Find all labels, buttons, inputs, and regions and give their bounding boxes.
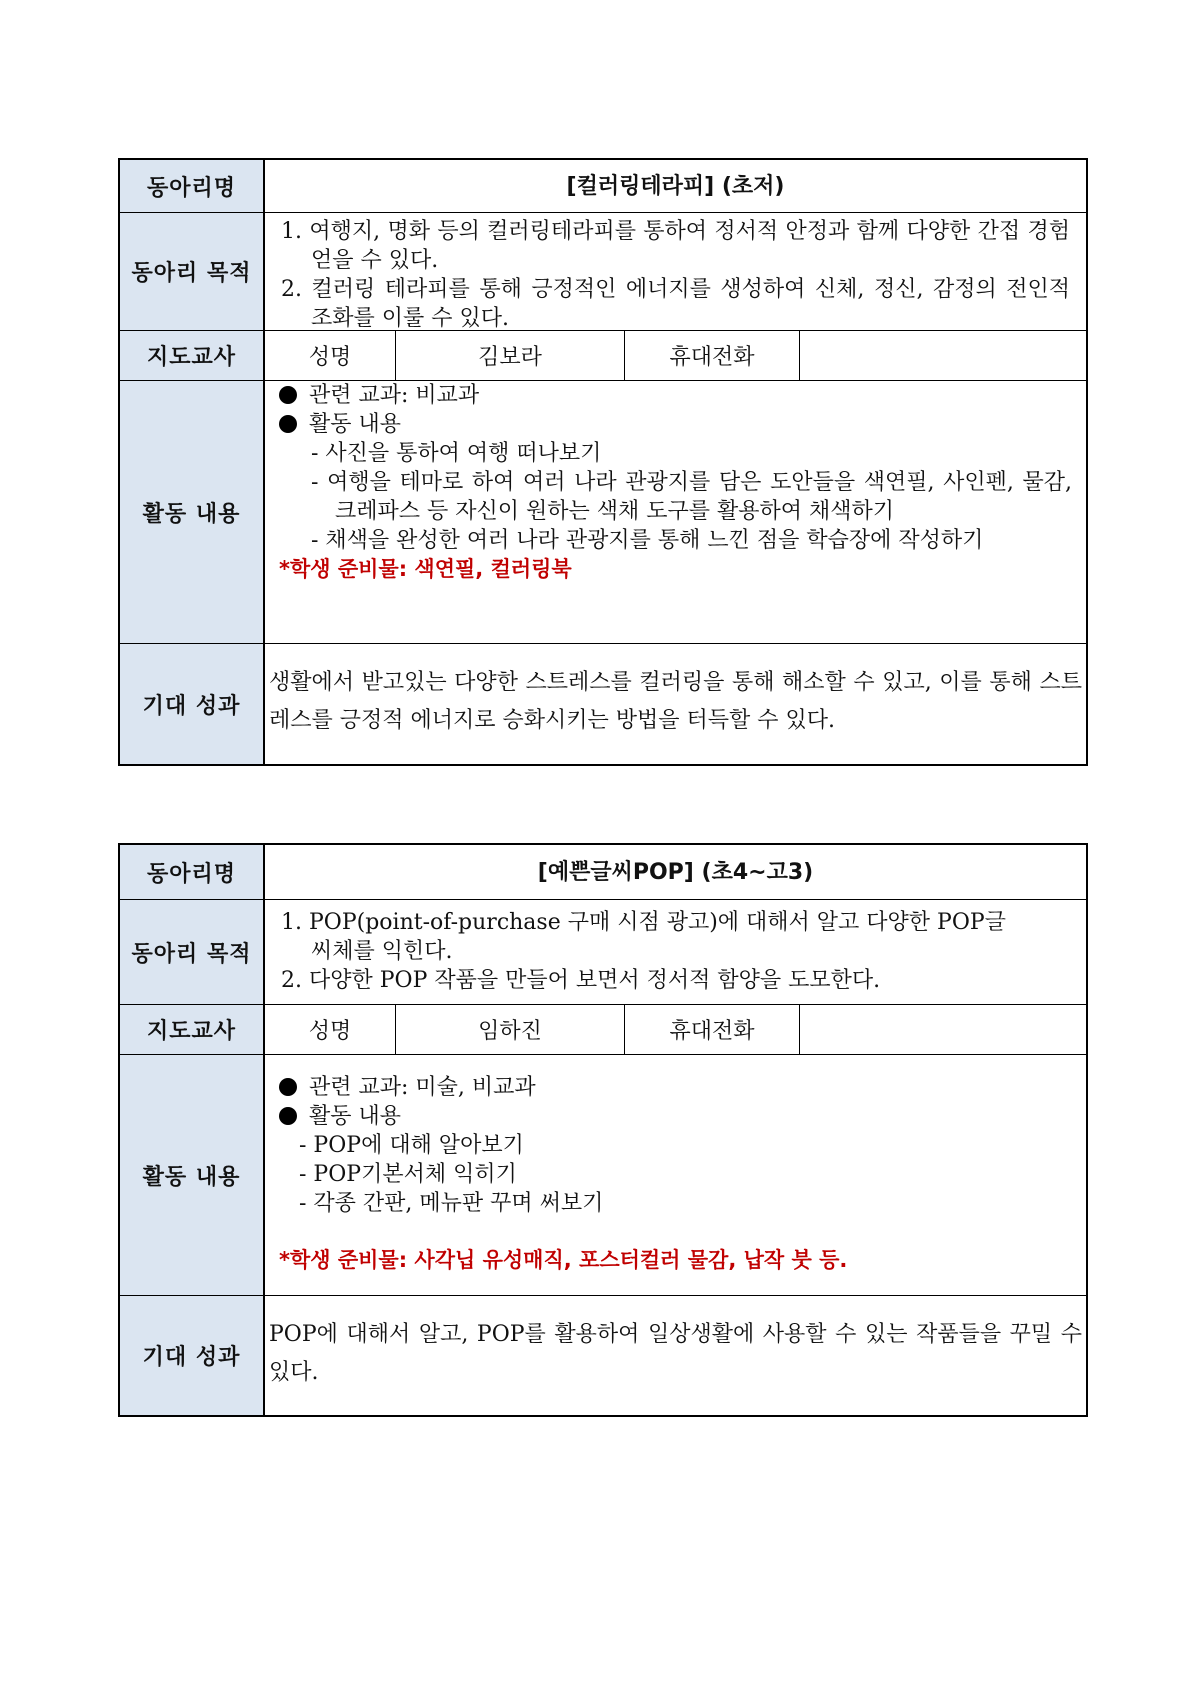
outcome-label: 기대 성과 <box>120 1296 265 1415</box>
teacher-phone-label: 휴대전화 <box>625 1005 800 1054</box>
club-name-value: [예쁜글씨POP] (초4~고3) <box>537 859 814 885</box>
outcome-text: 생활에서 받고있는 다양한 스트레스를 컬러링을 통해 해소할 수 있고, 이를 통해 스트레스를 긍정적 에너지로 승화시키는 방법을 터득할 수 있다. <box>269 670 1082 733</box>
prep-note: *학생 준비물: 사각닙 유성매직, 포스터컬러 물감, 납작 붓 등. <box>279 1248 848 1272</box>
teacher-name-label: 성명 <box>265 331 396 380</box>
activity-row <box>120 1054 1086 1295</box>
activity-label: 활동 내용 <box>120 1055 265 1295</box>
teacher-name: 김보라 <box>396 331 625 380</box>
club-purpose-label: 동아리 목적 <box>120 900 265 1004</box>
activity-item: - POP에 대해 알아보기 <box>299 1133 524 1158</box>
bullet-icon <box>279 1078 297 1096</box>
outcome-text: POP에 대해서 알고, POP를 활용하여 일상생활에 사용할 수 있는 작품들을 꾸밀 수 있다. <box>269 1322 1082 1385</box>
prep-note: *학생 준비물: 색연필, 컬러링북 <box>279 557 572 581</box>
club-name-row <box>120 845 1086 899</box>
teacher-name-label: 성명 <box>265 1005 396 1054</box>
outcome-row <box>120 643 1086 764</box>
club-purpose-list <box>265 900 1086 1004</box>
activity-content <box>265 381 1086 643</box>
teacher-row <box>120 330 1086 380</box>
club-name-label: 동아리명 <box>120 160 265 212</box>
club-purpose-row <box>120 899 1086 1004</box>
activity-item: - 사진을 통하여 여행 떠나보기 <box>311 441 602 466</box>
club-purpose-row <box>120 212 1086 330</box>
activity-label: 활동 내용 <box>120 381 265 643</box>
club-name-label: 동아리명 <box>120 845 265 899</box>
teacher-cells <box>265 1005 1086 1054</box>
teacher-row <box>120 1004 1086 1054</box>
club-table-2 <box>118 843 1088 1417</box>
teacher-phone <box>800 331 1086 380</box>
activity-content <box>265 1055 1086 1295</box>
outcome-label: 기대 성과 <box>120 644 265 764</box>
purpose-item: 1. 여행지, 명화 등의 컬러링테라피를 통하여 정서적 안정과 함께 다양한 간접 경험 얻을 수 있다. <box>281 219 1070 273</box>
activity-subject: 관련 교과: 비교과 <box>279 381 1072 410</box>
teacher-phone-label: 휴대전화 <box>625 331 800 380</box>
bullet-icon <box>279 386 297 404</box>
activity-row <box>120 380 1086 643</box>
activity-item: - 각종 간판, 메뉴판 꾸며 써보기 <box>299 1191 604 1216</box>
club-name-row <box>120 160 1086 212</box>
bullet-icon <box>279 415 297 433</box>
teacher-label: 지도교사 <box>120 1005 265 1054</box>
teacher-name: 임하진 <box>396 1005 625 1054</box>
activity-item: - 채색을 완성한 여러 나라 관광지를 통해 느낀 점을 학습장에 작성하기 <box>311 528 984 553</box>
purpose-item: 2. 다양한 POP 작품을 만들어 보면서 정서적 함양을 도모한다. <box>281 968 881 993</box>
bullet-icon <box>279 1107 297 1125</box>
activity-item: - POP기본서체 익히기 <box>299 1162 517 1187</box>
activity-content-heading: 활동 내용 <box>279 410 1072 439</box>
activity-subject: 관련 교과: 미술, 비교과 <box>279 1073 1072 1102</box>
teacher-cells <box>265 331 1086 380</box>
activity-content-heading: 활동 내용 <box>279 1102 1072 1131</box>
teacher-phone <box>800 1005 1086 1054</box>
club-purpose-label: 동아리 목적 <box>120 213 265 330</box>
club-table-1 <box>118 158 1088 766</box>
purpose-item: 1. POP(point-of-purchase 구매 시점 광고)에 대해서 알고 다양한 POP글씨체를 익힌다. <box>281 910 1006 964</box>
club-purpose-list <box>265 213 1086 330</box>
club-name-value: [컬러링테라피] (초저) <box>566 173 785 199</box>
purpose-item: 2. 컬러링 테라피를 통해 긍정적인 에너지를 생성하여 신체, 정신, 감정의 전인적 조화를 이룰 수 있다. <box>281 277 1070 331</box>
outcome-row <box>120 1295 1086 1415</box>
activity-item: - 여행을 테마로 하여 여러 나라 관광지를 담은 도안들을 색연필, 사인펜, 물감, 크레파스 등 자신이 원하는 색채 도구를 활용하여 채색하기 <box>311 470 1072 524</box>
teacher-label: 지도교사 <box>120 331 265 380</box>
